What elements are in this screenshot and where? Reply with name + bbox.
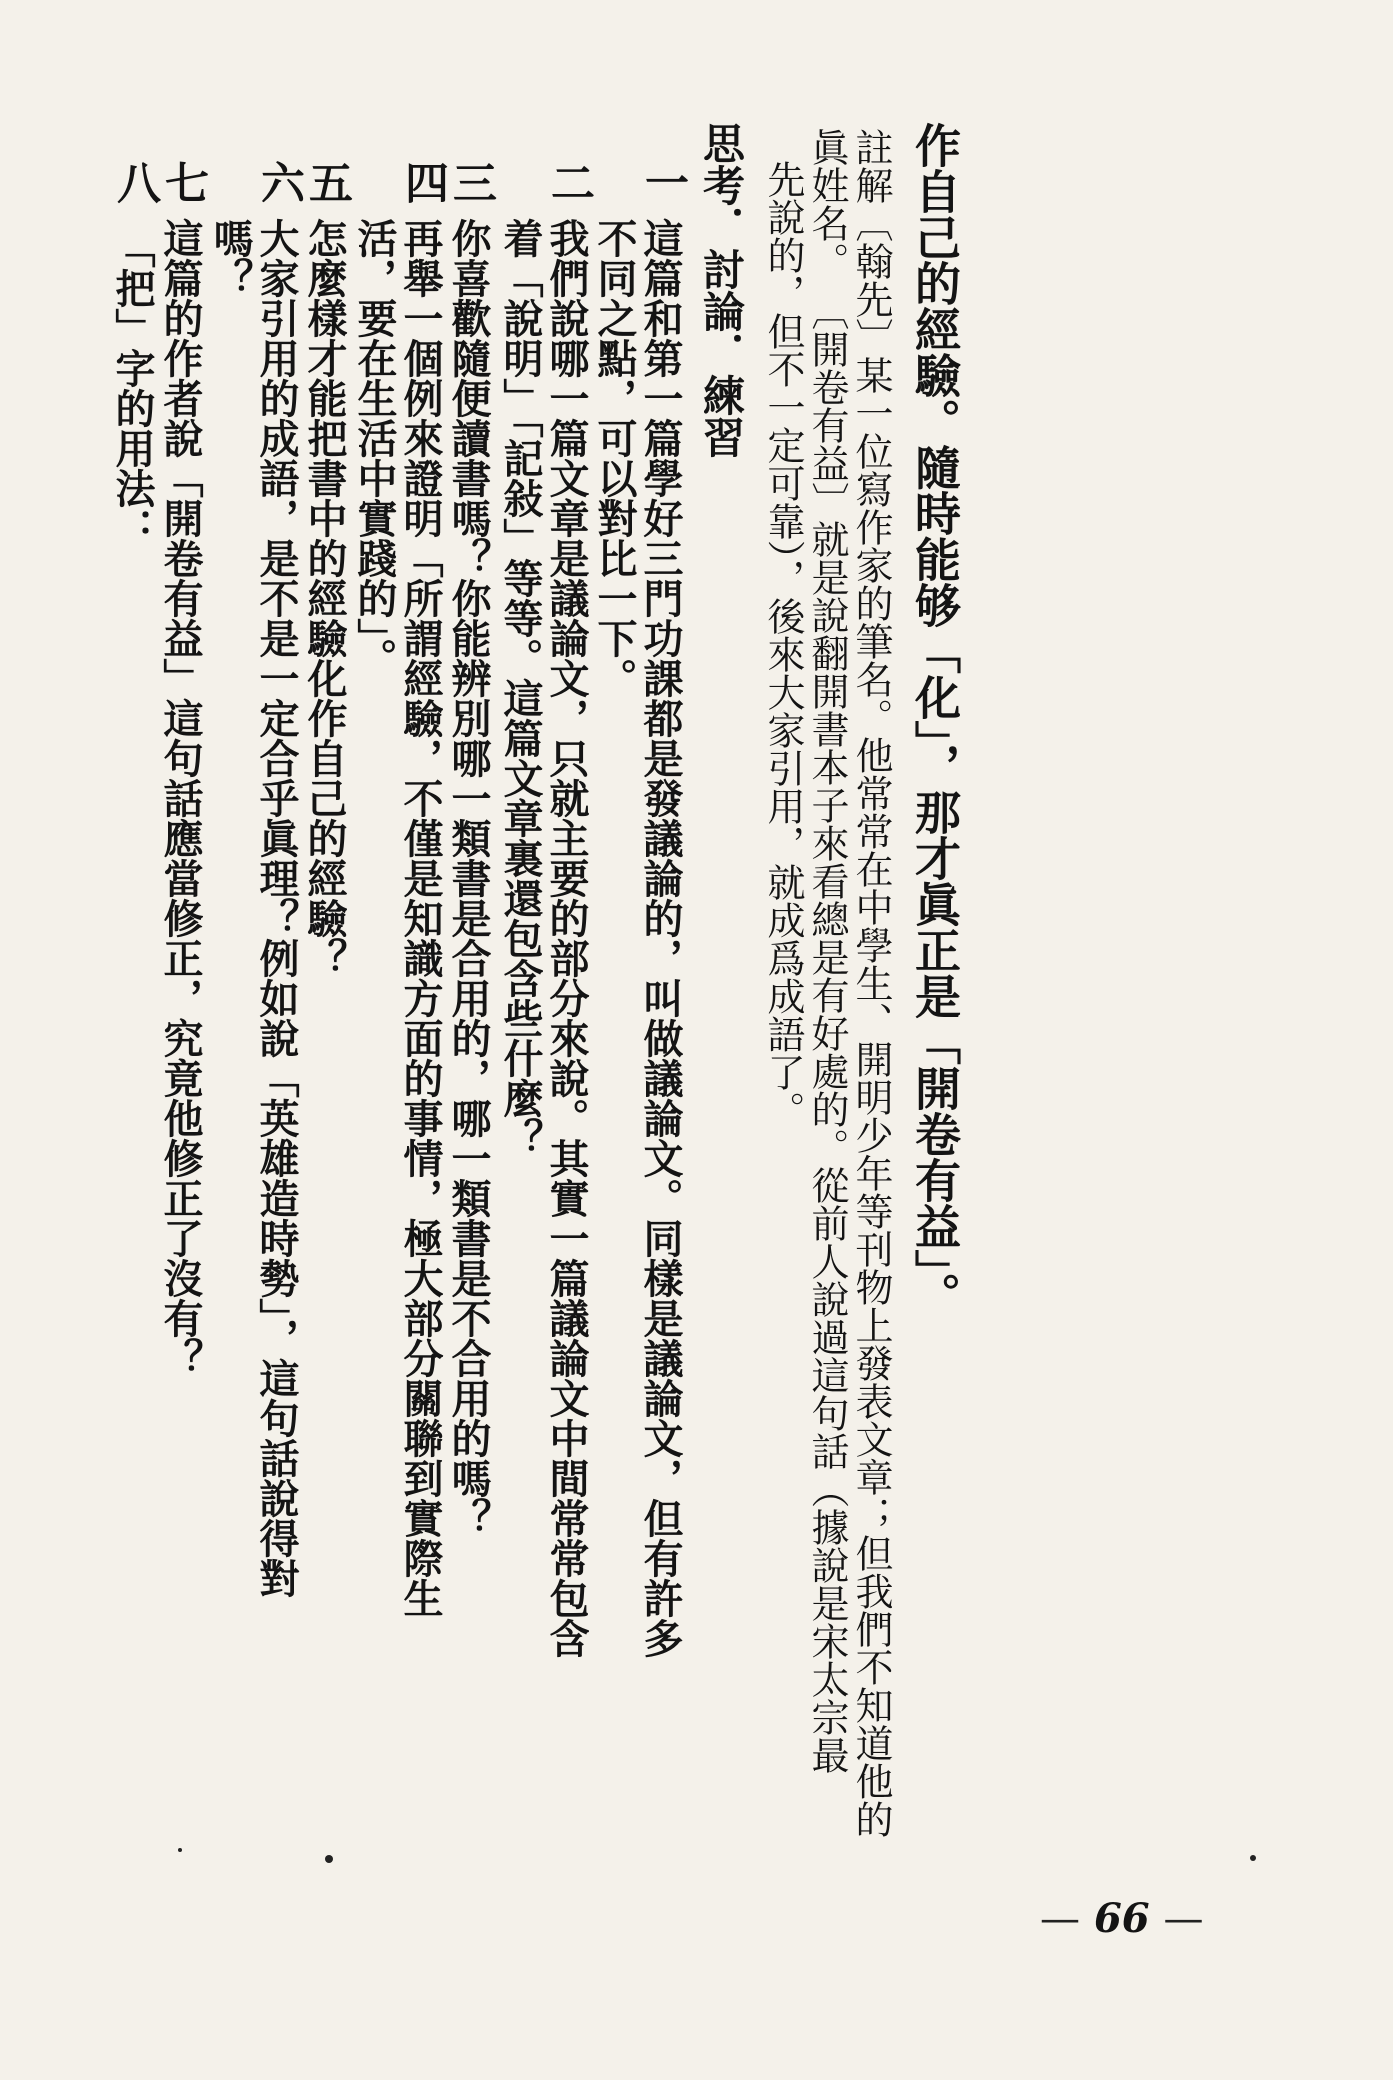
exercise-number-7: 七 [157, 160, 208, 204]
scan-speck-icon [178, 1848, 182, 1852]
exercise-5-text: 怎麼樣才能把書中的經驗化作自己的經驗？ [301, 218, 348, 978]
exercise-6-text-1: 大家引用的成語，是不是一定合乎眞理？例如說「英雄造時勢」，這句話說得對 [253, 218, 300, 1598]
body-text-column: 作自己的經驗。隨時能够「化」，那才眞正是「開卷有益」。 [908, 122, 962, 1318]
exercise-7-text: 這篇的作者說「開卷有益」這句話應當修正，究竟他修正了沒有？ [157, 218, 204, 1378]
exercise-6-text-2: 嗎？ [207, 218, 254, 298]
exercise-number-8: 八 [109, 160, 160, 204]
annotation-column-3: 先說的，但不一定可靠），後來大家引用，就成爲成語了。 [761, 160, 805, 1129]
exercise-number-5: 五 [301, 160, 352, 204]
exercise-2-text-1: 我們說哪一篇文章是議論文，只就主要的部分來說。其實一篇議論文中間常常包含 [543, 218, 590, 1658]
exercise-number-3: 三 [445, 160, 496, 204]
exercise-1-text-2: 不同之點，可以對比一下。 [591, 218, 638, 698]
exercise-number-4: 四 [397, 160, 448, 204]
footer-dash-left-icon: — [1040, 1896, 1080, 1942]
page-number: 66 [1093, 1895, 1150, 1942]
scan-speck-icon [325, 1855, 333, 1863]
page-number-footer [1040, 1895, 1204, 1942]
exercise-3-text: 你喜歡隨便讀書嗎？你能辨別哪一類書是合用的，哪一類書是不合用的嗎？ [445, 218, 492, 1538]
exercise-number-1: 一 [637, 160, 688, 204]
exercise-number-2: 二 [543, 160, 594, 204]
annotation-column-1: 註解〔翰先〕某一位寫作家的筆名。他常常在中學生、開明少年等刊物上發表文章；但我們不知道他的 [849, 128, 893, 1838]
footer-dash-right-icon: — [1163, 1896, 1204, 1942]
exercise-1-text-1: 這篇和第一篇學好三門功課都是發議論的，叫做議論文。同樣是議論文，但有許多 [637, 218, 684, 1658]
scan-speck-icon [1250, 1855, 1256, 1861]
exercise-2-text-2: 着「說明」「記敍」等等。這篇文章裏還包含些什麼？ [497, 218, 544, 1158]
annotation-column-2: 眞姓名。 〔開卷有益〕就是說翻開書本子來看總是有好處的。從前人說過這句話（據說是宋太宗最 [805, 128, 849, 1775]
exercise-4-text-1: 再舉一個例來證明「所謂經驗，不僅是知識方面的事情，極大部分關聯到實際生 [397, 218, 444, 1618]
exercise-8-text: 「把」字的用法： [109, 228, 156, 548]
exercise-heading: 思考．討論．練習 [697, 122, 746, 458]
exercise-number-6: 六 [253, 160, 304, 204]
exercise-4-text-2: 活，要在生活中實踐的」。 [351, 218, 398, 678]
